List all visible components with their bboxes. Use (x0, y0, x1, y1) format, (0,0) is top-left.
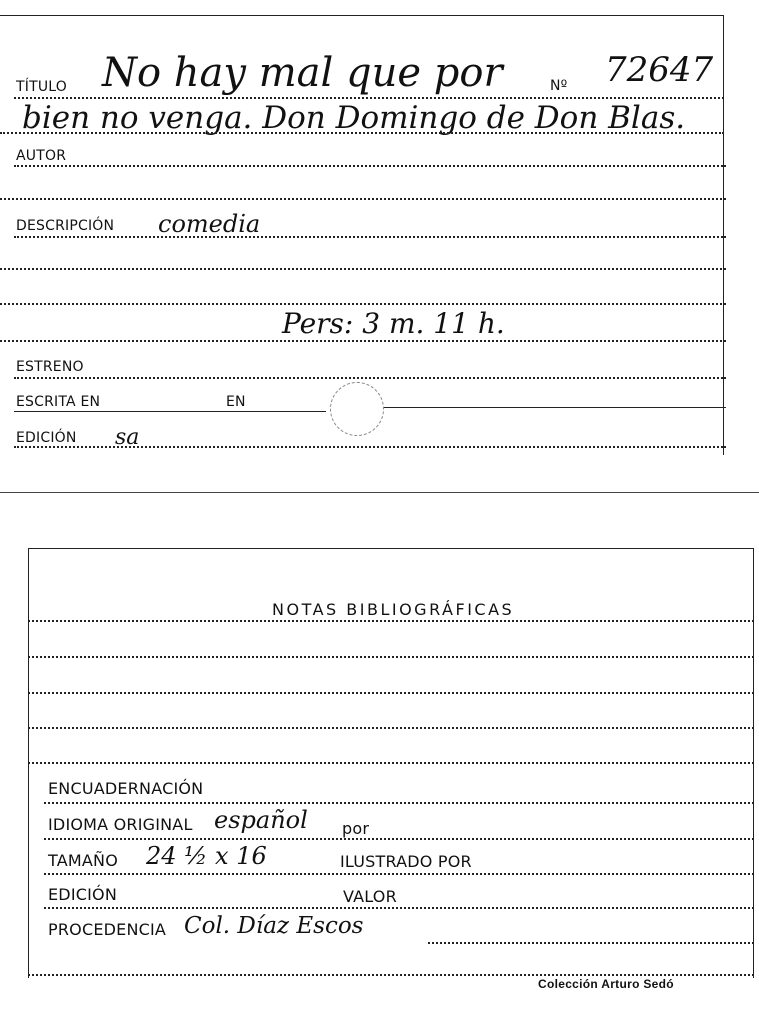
titulo-line-2 (0, 132, 724, 134)
notas-line-3 (28, 692, 754, 694)
procedencia-label: PROCEDENCIA (48, 920, 167, 939)
descripcion-line-3 (0, 303, 726, 305)
estreno-line (14, 377, 726, 379)
descripcion-label: DESCRIPCIÓN (16, 218, 115, 234)
escrita-en-underline-right (384, 407, 726, 408)
edicion-front-label: EDICIÓN (16, 430, 77, 446)
escrita-en-label: ESCRITA EN (16, 394, 101, 410)
card-back-bottom-line (28, 974, 754, 976)
numero-value: 72647 (605, 50, 714, 90)
autor-line (14, 165, 726, 167)
tamano-label: TAMAÑO (48, 851, 118, 870)
encuadernacion-line (44, 802, 754, 804)
por-label: por (342, 819, 370, 838)
idioma-label: IDIOMA ORIGINAL (48, 815, 193, 834)
autor-line-2 (0, 198, 726, 200)
edicion-back-line (44, 907, 754, 909)
encuadernacion-label: ENCUADERNACIÓN (48, 779, 204, 798)
punch-hole (330, 382, 384, 436)
valor-label: VALOR (343, 887, 397, 906)
notas-line-4 (28, 727, 754, 729)
idioma-value: español (214, 806, 308, 834)
estreno-label: ESTRENO (16, 359, 84, 375)
edicion-front-value: sa (115, 425, 140, 450)
en-label: EN (226, 394, 246, 410)
edicion-front-line (14, 446, 726, 448)
idioma-line (44, 838, 754, 840)
autor-label: AUTOR (16, 148, 67, 164)
ilustrado-label: ILUSTRADO POR (340, 852, 472, 871)
card-front-bottom-edge (0, 492, 759, 493)
personajes-note: Pers: 3 m. 11 h. (282, 307, 505, 340)
procedencia-value: Col. Díaz Escos (184, 913, 364, 939)
personajes-line (0, 340, 726, 342)
titulo-label: TÍTULO (16, 79, 67, 95)
numero-label: Nº (550, 78, 568, 94)
descripcion-line (14, 236, 726, 238)
notas-line-5 (28, 762, 754, 764)
procedencia-line (428, 942, 754, 944)
coleccion-footer: Colección Arturo Sedó (538, 977, 674, 991)
notas-line-2 (28, 656, 754, 658)
notas-line-1 (28, 620, 754, 622)
card-front-right-border (723, 15, 724, 455)
descripcion-value: comedia (158, 210, 261, 238)
tamano-line (44, 873, 754, 875)
descripcion-line-2 (0, 268, 726, 270)
tamano-value: 24 ½ x 16 (146, 842, 267, 870)
titulo-line1: No hay mal que por (102, 50, 503, 96)
titulo-line2: bien no venga. Don Domingo de Don Blas. (22, 100, 686, 136)
titulo-line-1 (14, 97, 724, 99)
escrita-en-underline (14, 411, 326, 412)
edicion-back-label: EDICIÓN (48, 885, 118, 904)
card-back-top-border (28, 548, 754, 549)
notas-title: NOTAS BIBLIOGRÁFICAS (272, 600, 515, 619)
card-front-top-border (0, 15, 724, 16)
